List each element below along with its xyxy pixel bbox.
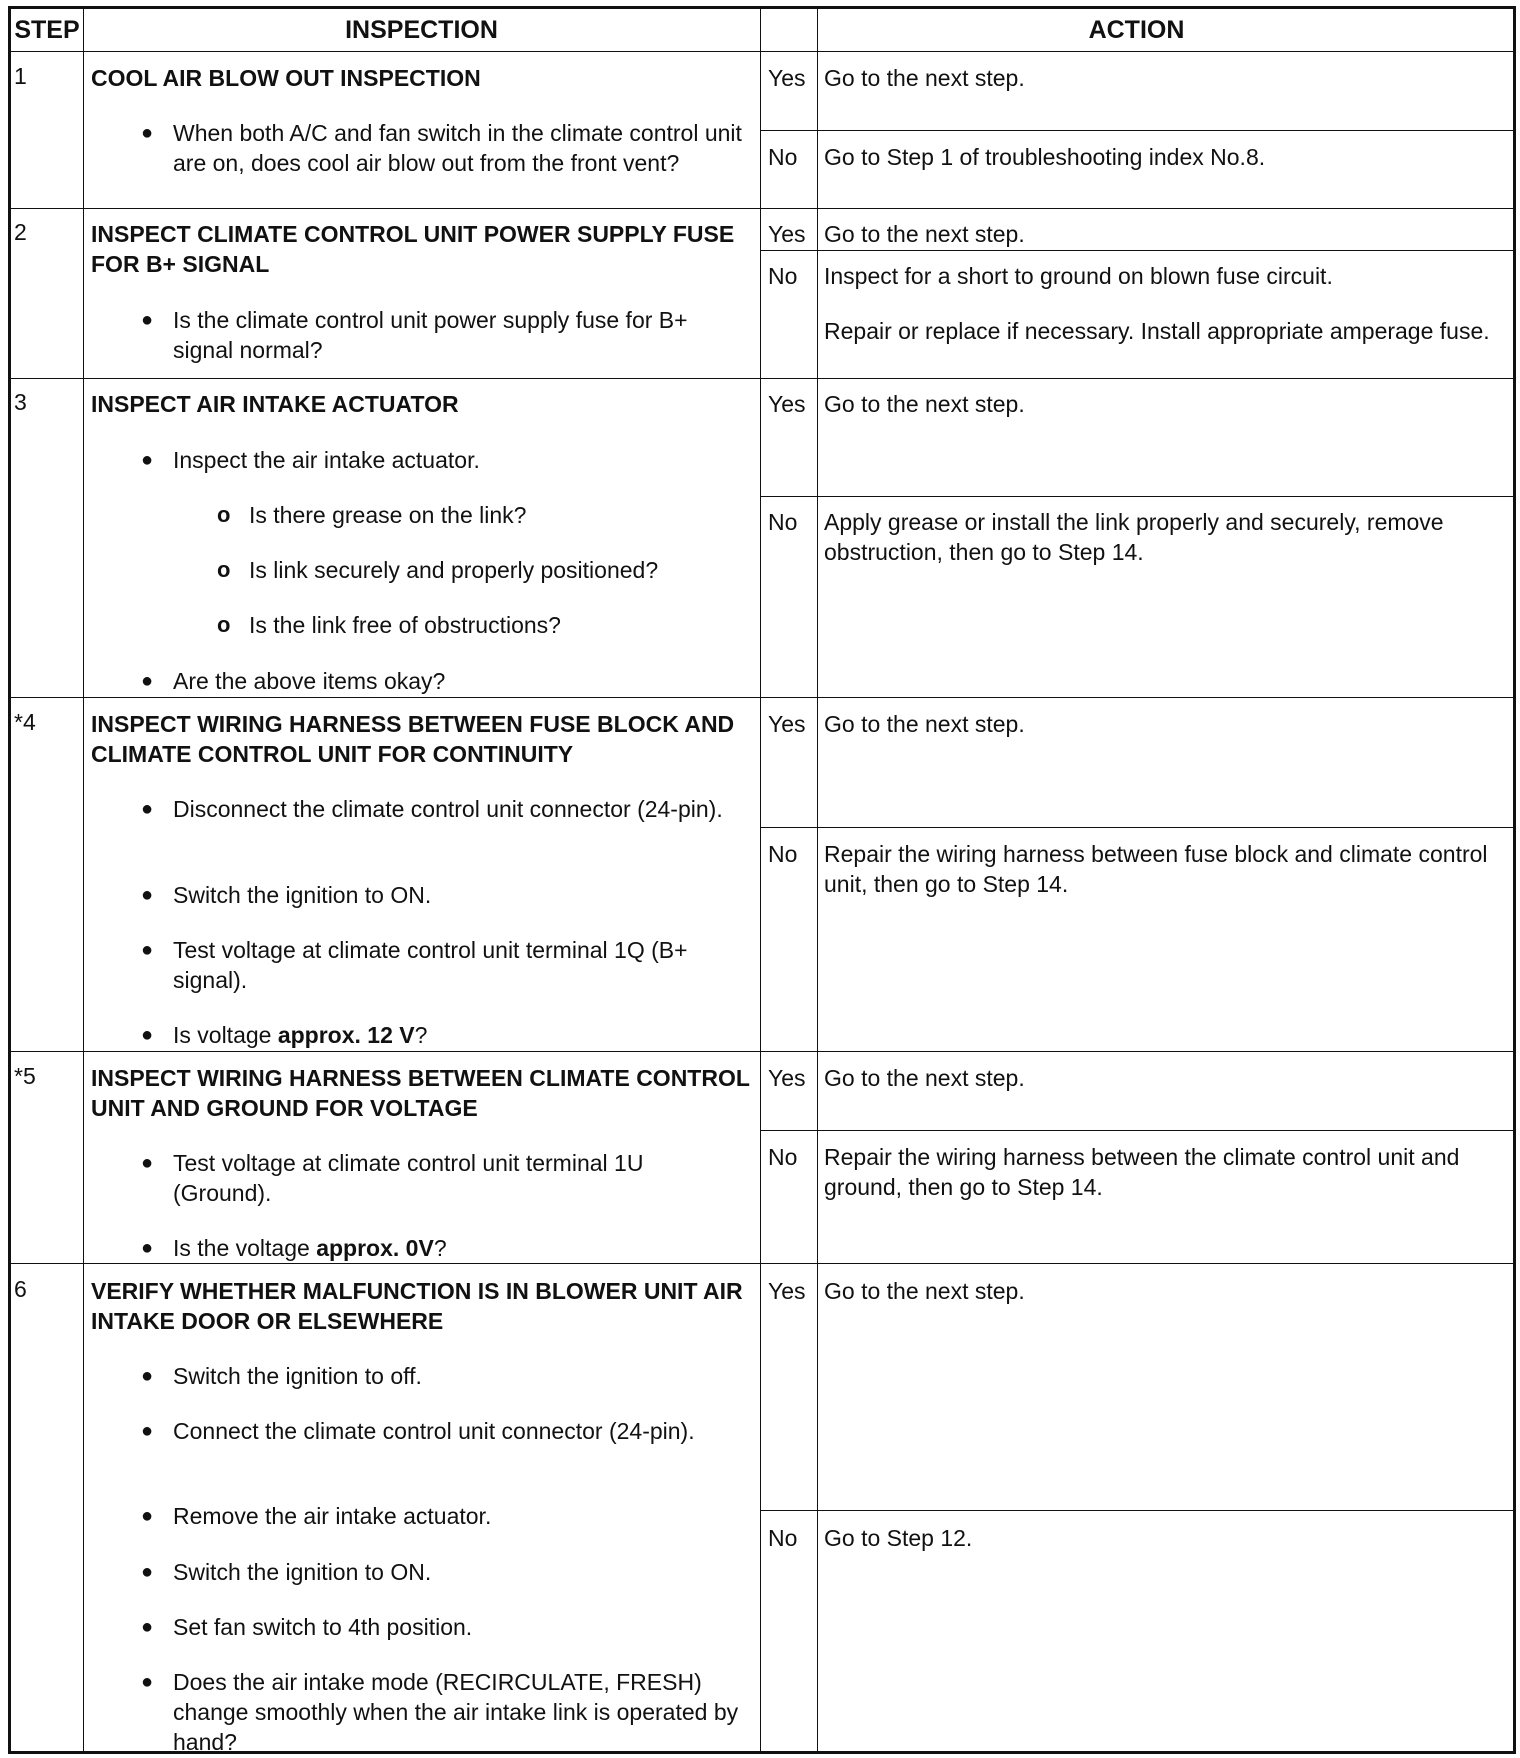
list-item: ● Inspect the air intake actuator.: [133, 445, 743, 475]
yes-label: Yes: [768, 65, 806, 91]
no-action: Apply grease or install the link properly and securely, remove obstruction, then go to Step 14.: [824, 509, 1444, 565]
list-item: ● Are the above items okay?: [133, 666, 743, 696]
no-label: No: [768, 841, 798, 867]
yes-no-divider: [760, 1510, 1513, 1511]
no-label: No: [768, 1525, 798, 1551]
no-action: Inspect for a short to ground on blown fuse circuit.: [824, 263, 1333, 289]
emphasis-value: approx. 12 V: [277, 1022, 415, 1048]
row-divider: [11, 697, 1513, 698]
list-item: ● Is voltage approx. 12 V?: [133, 1020, 743, 1050]
row-divider: [11, 51, 1513, 52]
no-label: No: [768, 144, 798, 170]
list-item: ● Is the voltage approx. 0V?: [133, 1233, 743, 1263]
list-item: ● Does the air intake mode (RECIRCULATE, FRESH) change smoothly when the air intake link is operated by hand?: [133, 1667, 743, 1757]
no-label: No: [768, 263, 798, 289]
step-number: *4: [14, 709, 36, 735]
list-item: ● Set fan switch to 4th position.: [133, 1612, 743, 1642]
row-divider: [11, 208, 1513, 209]
yes-label: Yes: [768, 1065, 806, 1091]
step-number: *5: [14, 1063, 36, 1089]
list-item: ● Switch the ignition to off.: [133, 1361, 743, 1391]
yes-action: Go to the next step.: [824, 221, 1025, 247]
troubleshooting-table: [8, 6, 1516, 1754]
yes-label: Yes: [768, 1278, 806, 1304]
row-divider: [11, 1263, 1513, 1264]
no-action: Go to Step 12.: [824, 1525, 973, 1551]
list-item: ● Remove the air intake actuator.: [133, 1501, 743, 1531]
column-divider: [817, 9, 818, 1751]
no-label: No: [768, 509, 798, 535]
column-divider: [83, 9, 84, 1751]
row-divider: [11, 1051, 1513, 1052]
list-item: ● When both A/C and fan switch in the climate control unit are on, does cool air blow out from the front vent?: [133, 118, 743, 178]
step-number: 6: [14, 1276, 27, 1302]
yes-action: Go to the next step.: [824, 391, 1025, 417]
yes-no-divider: [760, 250, 1513, 251]
yes-action: Go to the next step.: [824, 711, 1025, 737]
yes-action: Go to the next step.: [824, 65, 1025, 91]
list-item: ● Switch the ignition to ON.: [133, 1557, 743, 1587]
list-item: ● Disconnect the climate control unit connector (24-pin).: [133, 794, 743, 824]
no-action-detail: Repair or replace if necessary. Install appropriate amperage fuse.: [824, 318, 1490, 344]
list-item: ● Is the climate control unit power supply fuse for B+ signal normal?: [133, 305, 743, 365]
step-number: 3: [14, 389, 27, 415]
yes-label: Yes: [768, 221, 806, 247]
no-action: Go to Step 1 of troubleshooting index No.8.: [824, 144, 1266, 170]
header-inspection: INSPECTION: [345, 16, 498, 44]
step-title: INSPECT CLIMATE CONTROL UNIT POWER SUPPLY FUSE FOR B+ SIGNAL: [91, 221, 735, 277]
no-label: No: [768, 1144, 798, 1170]
step-title: INSPECT WIRING HARNESS BETWEEN CLIMATE CONTROL UNIT AND GROUND FOR VOLTAGE: [91, 1065, 750, 1121]
list-item: ● Test voltage at climate control unit terminal 1U (Ground).: [133, 1148, 743, 1208]
yes-label: Yes: [768, 711, 806, 737]
step-title: INSPECT WIRING HARNESS BETWEEN FUSE BLOCK AND CLIMATE CONTROL UNIT FOR CONTINUITY: [91, 711, 735, 767]
step-number: 2: [14, 219, 27, 245]
no-action: Repair the wiring harness between the climate control unit and ground, then go to Step 14.: [824, 1144, 1460, 1200]
yes-label: Yes: [768, 391, 806, 417]
yes-no-divider: [760, 1130, 1513, 1131]
yes-action: Go to the next step.: [824, 1065, 1025, 1091]
yes-action: Go to the next step.: [824, 1278, 1025, 1304]
emphasis-value: approx. 0V: [316, 1235, 434, 1261]
step-title: VERIFY WHETHER MALFUNCTION IS IN BLOWER UNIT AIR INTAKE DOOR OR ELSEWHERE: [91, 1278, 743, 1334]
header-action: ACTION: [1088, 16, 1185, 44]
row-divider: [11, 378, 1513, 379]
header-step: STEP: [14, 16, 80, 44]
list-item: ● Switch the ignition to ON.: [133, 880, 743, 910]
sub-item: o Is link securely and properly positioned?: [209, 555, 749, 585]
list-item: ● Connect the climate control unit connector (24-pin).: [133, 1416, 743, 1446]
yes-no-divider: [760, 496, 1513, 497]
list-item: ● Test voltage at climate control unit terminal 1Q (B+ signal).: [133, 935, 743, 995]
step-number: 1: [14, 63, 27, 89]
yes-no-divider: [760, 130, 1513, 131]
sub-item: o Is there grease on the link?: [209, 500, 749, 530]
step-title: INSPECT AIR INTAKE ACTUATOR: [91, 391, 459, 417]
sub-item: o Is the link free of obstructions?: [209, 610, 749, 640]
no-action: Repair the wiring harness between fuse block and climate control unit, then go to Step 14.: [824, 841, 1488, 897]
step-title: COOL AIR BLOW OUT INSPECTION: [91, 65, 481, 91]
yes-no-divider: [760, 827, 1513, 828]
